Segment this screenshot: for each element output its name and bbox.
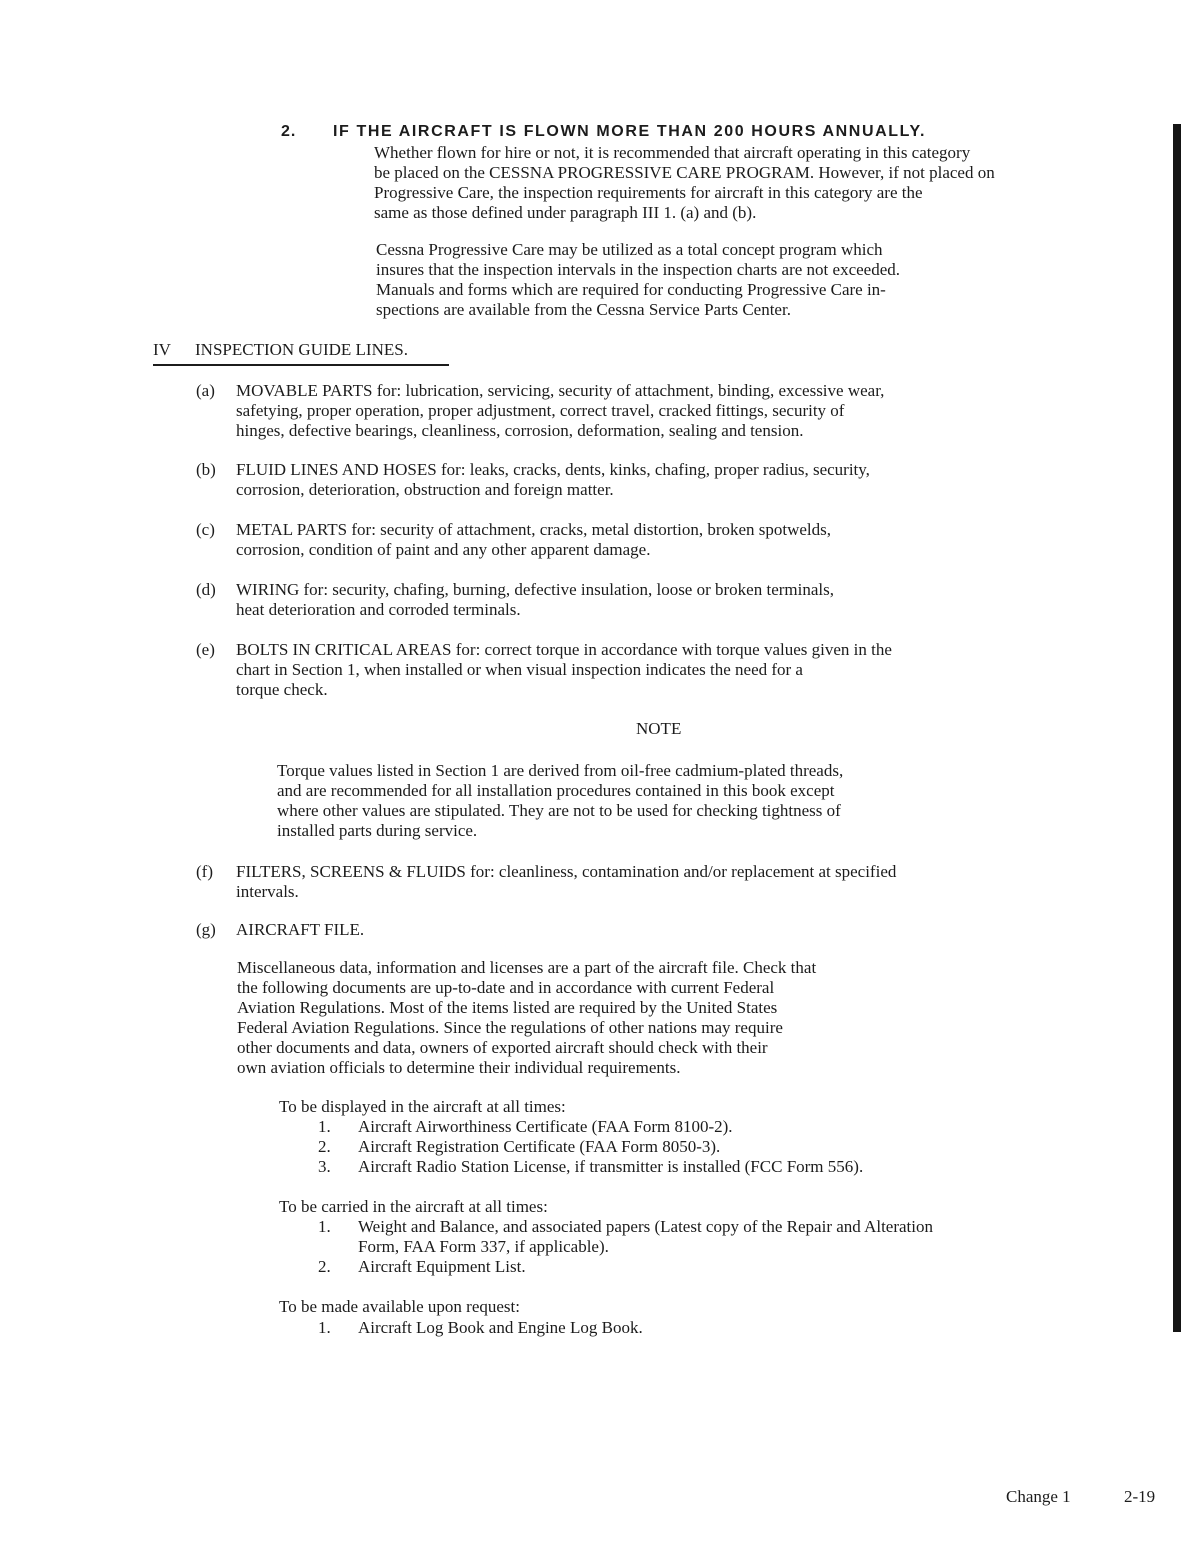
request-list-intro: To be made available upon request: (279, 1297, 520, 1316)
text-line: corrosion, deterioration, obstruction and foreign matter. (236, 480, 614, 499)
note-text (277, 761, 843, 841)
text-line: torque check. (236, 680, 328, 699)
section-2-heading: IF THE AIRCRAFT IS FLOWN MORE THAN 200 HOURS ANNUALLY. (333, 123, 927, 140)
text-line: spections are available from the Cessna Service Parts Center. (376, 300, 791, 319)
list-item-text: Aircraft Registration Certificate (FAA Form 8050-3). (358, 1137, 721, 1156)
section-4-number: IV (153, 340, 171, 359)
item-c-label: (c) (196, 520, 215, 539)
text-line: the following documents are up-to-date and in accordance with current Federal (237, 978, 775, 997)
section-2-paragraph-1 (374, 143, 995, 223)
page-number: 2-19 (1124, 1487, 1156, 1506)
item-b-label: (b) (196, 460, 216, 479)
item-a-label: (a) (196, 381, 215, 400)
text-line: Progressive Care, the inspection requirements for aircraft in this category are the (374, 183, 923, 202)
item-c-text (236, 520, 831, 560)
text-line: installed parts during service. (277, 821, 478, 840)
item-d-text (236, 580, 834, 620)
item-g-title: AIRCRAFT FILE. (236, 920, 365, 939)
item-b-text (236, 460, 870, 500)
text-line: same as those defined under paragraph III 1. (a) and (b). (374, 203, 757, 222)
displayed-list-intro: To be displayed in the aircraft at all times: (279, 1097, 566, 1116)
list-number: 1. (318, 1217, 331, 1236)
list-number: 1. (318, 1117, 331, 1136)
text-line: hinges, defective bearings, cleanliness, corrosion, deformation, sealing and tension. (236, 421, 804, 440)
text-line: where other values are stipulated. They are not to be used for checking tightness of (277, 801, 841, 820)
text-line: Aviation Regulations. Most of the items listed are required by the United States (237, 998, 778, 1017)
text-line: and are recommended for all installation procedures contained in this book except (277, 781, 835, 800)
text-line: own aviation officials to determine their individual requirements. (237, 1058, 681, 1077)
item-e-text (236, 640, 892, 700)
text-line: Form, FAA Form 337, if applicable). (358, 1237, 609, 1256)
note-heading: NOTE (636, 719, 682, 738)
item-f-label: (f) (196, 862, 213, 881)
list-item-text: Aircraft Radio Station License, if transmitter is installed (FCC Form 556). (358, 1157, 864, 1176)
section-4-underline (153, 364, 449, 366)
text-line: Weight and Balance, and associated papers (Latest copy of the Repair and Alteration (358, 1217, 934, 1236)
text-line: Federal Aviation Regulations. Since the regulations of other nations may require (237, 1018, 783, 1037)
text-line: safetying, proper operation, proper adjustment, correct travel, cracked fittings, security of (236, 401, 845, 420)
text-line: Miscellaneous data, information and licenses are a part of the aircraft file. Check that (237, 958, 817, 977)
list-item-text: Aircraft Equipment List. (358, 1257, 526, 1276)
text-line: Whether flown for hire or not, it is recommended that aircraft operating in this category (374, 143, 971, 162)
text-line: intervals. (236, 882, 299, 901)
section-2-paragraph-2 (376, 240, 900, 320)
footer-change-label: Change 1 (1006, 1487, 1071, 1506)
list-item-text (358, 1217, 933, 1257)
item-g-label: (g) (196, 920, 216, 939)
text-line: METAL PARTS for: security of attachment, cracks, metal distortion, broken spotwelds, (236, 520, 832, 539)
list-number: 3. (318, 1157, 331, 1176)
text-line: MOVABLE PARTS for: lubrication, servicing, security of attachment, binding, excessive wear, (236, 381, 885, 400)
text-line: other documents and data, owners of exported aircraft should check with their (237, 1038, 768, 1057)
text-line: Manuals and forms which are required for conducting Progressive Care in- (376, 280, 886, 299)
list-number: 1. (318, 1318, 331, 1337)
list-number: 2. (318, 1137, 331, 1156)
list-item-text: Aircraft Log Book and Engine Log Book. (358, 1318, 643, 1337)
item-f-text (236, 862, 896, 902)
text-line: chart in Section 1, when installed or when visual inspection indicates the need for a (236, 660, 803, 679)
change-bar (1173, 124, 1181, 1332)
list-item-text: Aircraft Airworthiness Certificate (FAA Form 8100-2). (358, 1117, 733, 1136)
text-line: Torque values listed in Section 1 are derived from oil-free cadmium-plated threads, (277, 761, 844, 780)
carried-list-intro: To be carried in the aircraft at all times: (279, 1197, 548, 1216)
aircraft-file-paragraph (237, 958, 816, 1078)
text-line: BOLTS IN CRITICAL AREAS for: correct torque in accordance with torque values given in the (236, 640, 892, 659)
text-line: WIRING for: security, chafing, burning, defective insulation, loose or broken terminals, (236, 580, 834, 599)
section-2-number: 2. (281, 123, 297, 140)
section-4-heading: INSPECTION GUIDE LINES. (195, 340, 408, 359)
text-line: FILTERS, SCREENS & FLUIDS for: cleanliness, contamination and/or replacement at specified (236, 862, 897, 881)
text-line: corrosion, condition of paint and any other apparent damage. (236, 540, 651, 559)
list-number: 2. (318, 1257, 331, 1276)
text-line: insures that the inspection intervals in the inspection charts are not exceeded. (376, 260, 900, 279)
text-line: FLUID LINES AND HOSES for: leaks, cracks, dents, kinks, chafing, proper radius, security, (236, 460, 870, 479)
text-line: be placed on the CESSNA PROGRESSIVE CARE PROGRAM. However, if not placed on (374, 163, 995, 182)
text-line: heat deterioration and corroded terminals. (236, 600, 521, 619)
text-line: Cessna Progressive Care may be utilized as a total concept program which (376, 240, 883, 259)
item-d-label: (d) (196, 580, 216, 599)
item-e-label: (e) (196, 640, 215, 659)
item-a-text (236, 381, 884, 441)
